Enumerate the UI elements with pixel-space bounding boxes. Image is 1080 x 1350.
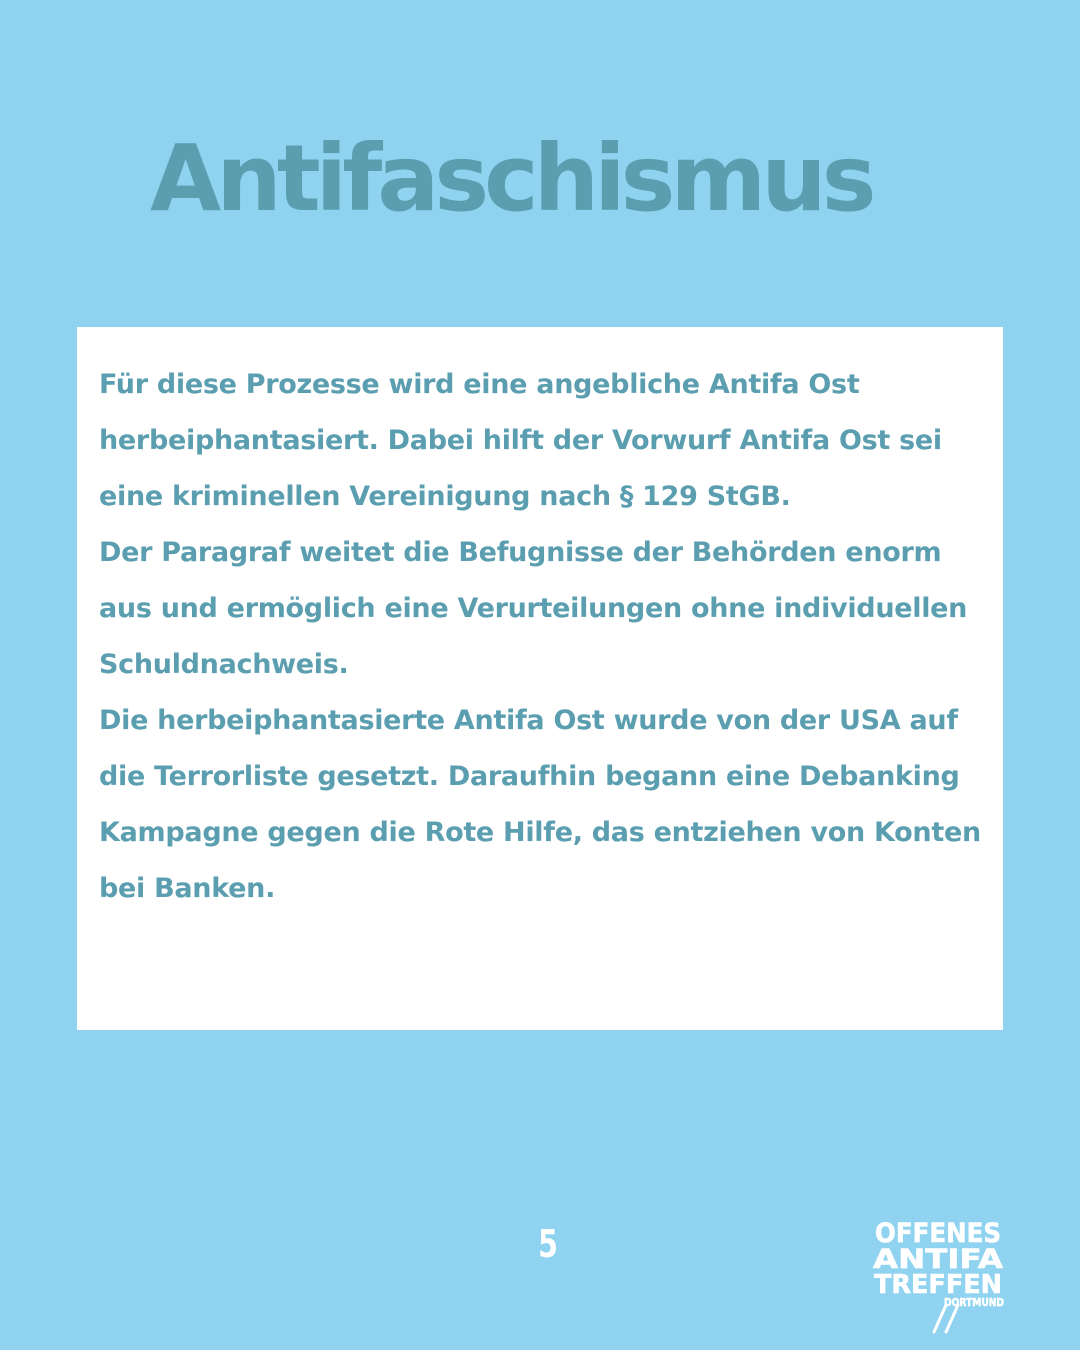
logo-line-3: TREFFEN (874, 1270, 1002, 1300)
logo-graphic (868, 1210, 1008, 1335)
paragraph-2: Der Paragraf weitet die Befugnisse der Behörden enorm aus und ermöglich eine Verurteilungen ohne individuellen Schuldnachweis. (99, 537, 968, 680)
logo-line-1: OFFENES (875, 1218, 1001, 1249)
flag-pole-icon (934, 1305, 958, 1332)
logo-line-2: ANTIFA (873, 1244, 1004, 1275)
paragraph-3: Die herbeiphantasierte Antifa Ost wurde von der USA auf die Terrorliste gesetzt. Daraufhin begann eine Debanking Kampagne gegen die Rote Hilfe, das entziehen von Konten bei Banken. (99, 705, 981, 904)
text-card (77, 327, 1003, 1030)
paragraph-1: Für diese Prozesse wird eine angebliche Antifa Ost herbeiphantasiert. Dabei hilft der Vorwurf Antifa Ost sei eine kriminellen Vereinigung nach § 129 StGB. (99, 369, 942, 512)
offenes-antifa-treffen-logo (868, 1210, 1008, 1335)
page-number: 5 (538, 1222, 558, 1266)
page-title: Antifaschismus (150, 125, 872, 232)
logo-line-4: DORTMUND (944, 1296, 1004, 1309)
